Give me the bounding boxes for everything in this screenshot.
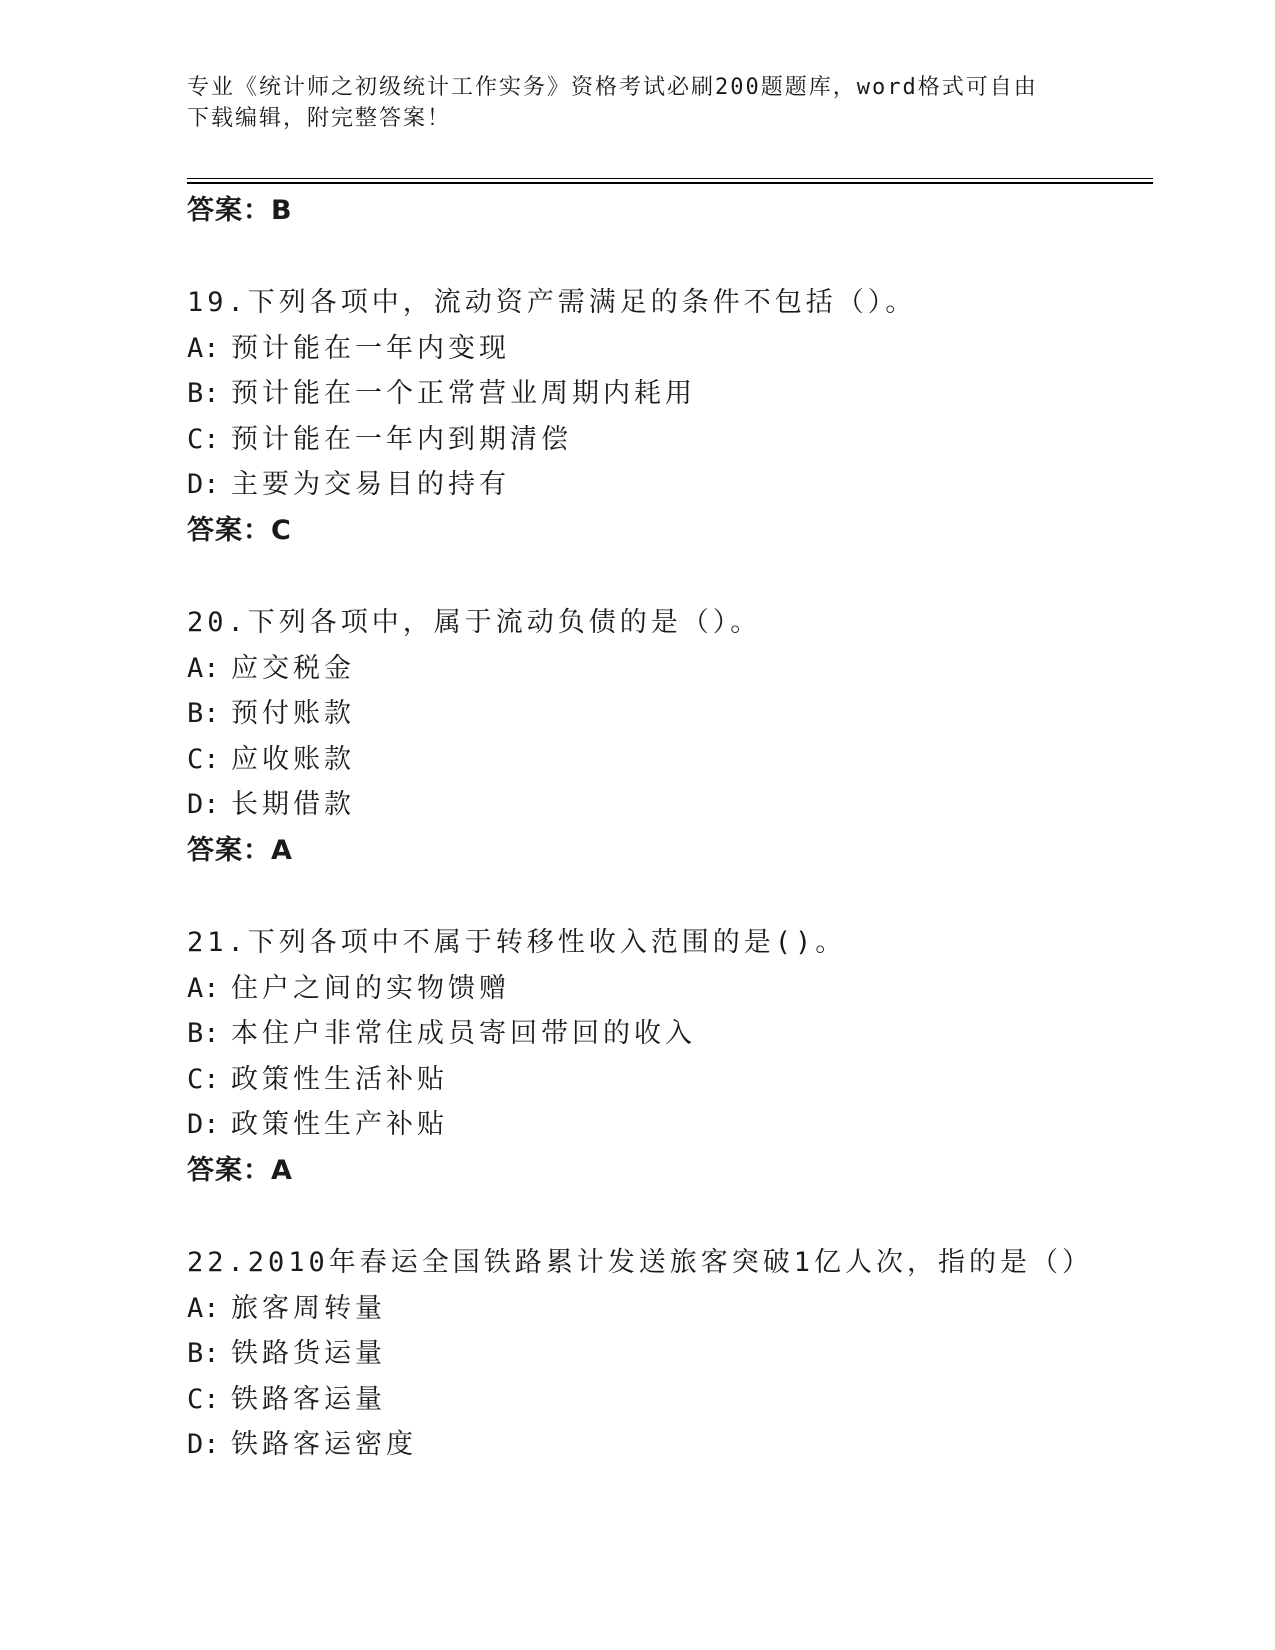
question-title: 22.2010年春运全国铁路累计发送旅客突破1亿人次，指的是（） [187,1246,1094,1278]
answer-line: 答案：A [187,834,293,866]
option-letter: C: [187,743,220,775]
question-option [187,1057,1147,1103]
option-letter: B: [187,698,220,730]
option-text: 铁路客运量 [231,1383,386,1415]
question-option [187,1286,1147,1332]
document-header [187,72,1087,134]
answer-line: 答案：A [187,1154,293,1186]
question-option [187,966,1147,1012]
question-option [187,1377,1147,1423]
answer-line: 答案：B [187,195,293,226]
question-title: 19.下列各项中，流动资产需满足的条件不包括（）。 [187,287,917,318]
option-letter: A: [187,1292,220,1324]
header-divider-thin [187,178,1153,179]
question-list [187,188,1147,1468]
question-option [187,417,1147,463]
option-text: 应收账款 [231,743,355,775]
option-letter: D: [187,1429,220,1461]
question-option [187,1331,1147,1377]
option-letter: C: [187,1063,220,1095]
option-letter: A: [187,332,220,364]
question-option [187,737,1147,783]
question-option [187,646,1147,692]
header-divider-thick [187,182,1153,184]
option-text: 旅客周转量 [231,1292,386,1324]
option-text: 预计能在一个正常营业周期内耗用 [231,378,696,410]
question-option [187,1422,1147,1468]
option-letter: A: [187,972,220,1004]
answer-line: 答案：C [187,514,292,546]
question-option [187,1102,1147,1148]
question-block [187,920,1147,1194]
option-text: 本住户非常住成员寄回带回的收入 [231,1018,696,1050]
option-letter: D: [187,469,220,501]
option-letter: B: [187,1338,220,1370]
option-text: 政策性生产补贴 [231,1109,448,1141]
option-text: 铁路客运密度 [231,1429,417,1461]
option-letter: D: [187,1109,220,1141]
header-line-2: 下载编辑，附完整答案！ [187,106,452,131]
option-letter: C: [187,423,220,455]
option-text: 铁路货运量 [231,1338,386,1370]
question-option [187,371,1147,417]
option-letter: D: [187,789,220,821]
question-block [187,280,1147,554]
option-text: 主要为交易目的持有 [231,469,510,501]
question-option [187,326,1147,372]
option-text: 长期借款 [231,789,355,821]
question-title: 21.下列各项中不属于转移性收入范围的是()。 [187,926,847,958]
question-block [187,1240,1147,1468]
option-letter: A: [187,652,220,684]
option-text: 预计能在一年内变现 [231,332,510,364]
option-text: 应交税金 [231,652,355,684]
question-block [187,600,1147,874]
option-text: 住户之间的实物馈赠 [231,972,510,1004]
question-option [187,1011,1147,1057]
option-text: 政策性生活补贴 [231,1063,448,1095]
question-option [187,462,1147,508]
option-letter: B: [187,1018,220,1050]
question-option [187,691,1147,737]
header-line-1: 专业《统计师之初级统计工作实务》资格考试必刷200题题库，word格式可自由 [187,75,1038,100]
question-option [187,782,1147,828]
question-title: 20.下列各项中，属于流动负债的是（）。 [187,606,762,638]
option-text: 预计能在一年内到期清偿 [231,423,572,455]
option-letter: C: [187,1383,220,1415]
option-letter: B: [187,378,220,410]
option-text: 预付账款 [231,698,355,730]
questions-container [187,280,1147,1468]
